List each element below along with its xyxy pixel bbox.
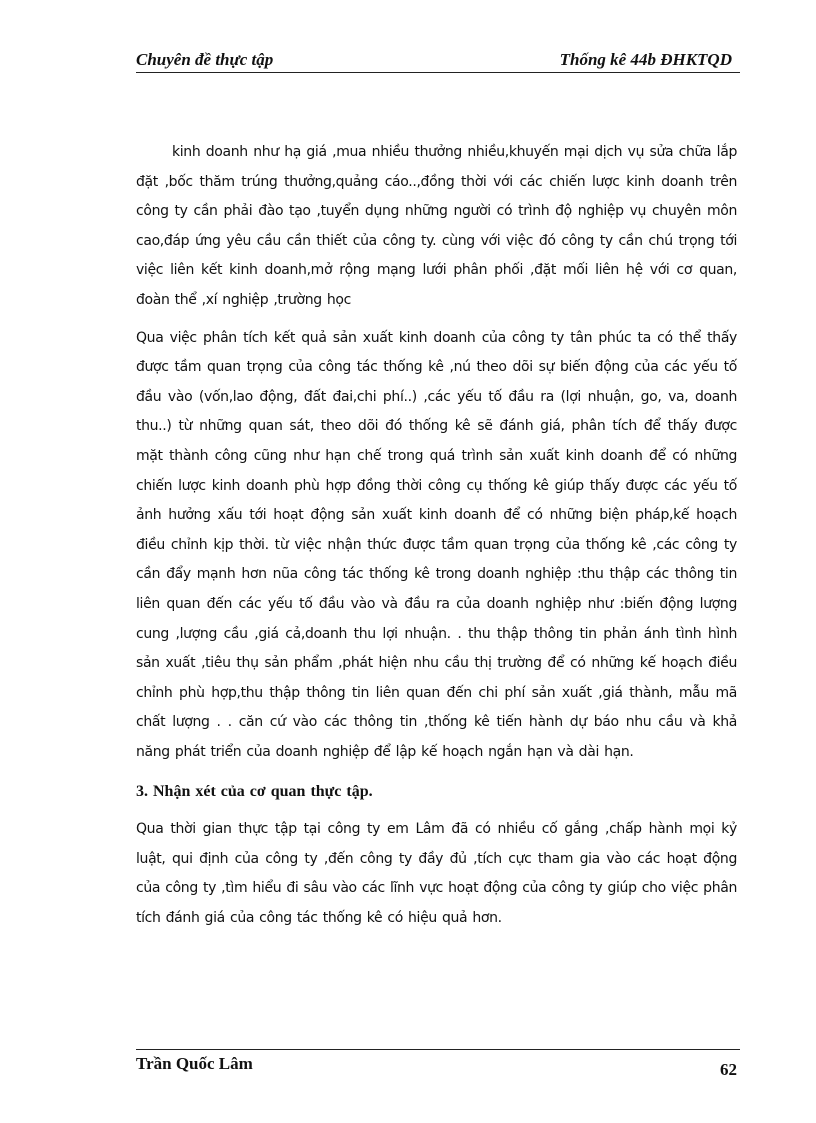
footer-author: Trần Quốc Lâm [136, 1054, 253, 1073]
paragraph-1: kinh doanh như hạ giá ,mua nhiều thưởng nhiều,khuyến mại dịch vụ sửa chữa lắp đặt ,bốc thăm trúng thưởng,quảng cáo..,đồng thời với các chiến lược kinh doanh trên công ty cần phải đào tạo ,tuyển dụng những người có trình độ nghiệp vụ chuyên môn cao,đáp ứng yêu cầu cần thiết của công ty. cùng với việc đó công ty cần chú trọng tới việc liên kết kinh doanh,mở rộng mạng lưới phân phối ,đặt mối liên hệ với cơ quan, đoàn thể ,xí nghiệp ,trường học [136, 144, 737, 308]
header-right-title: Thống kê 44b ĐHKTQD [559, 50, 732, 69]
paragraph-2: Qua việc phân tích kết quả sản xuất kinh doanh của công ty tân phúc ta có thể thấy được tầm quan trọng của công tác thống kê ,nú theo dõi sự biến động của các yếu tố đầu vào (vốn,lao động, đất đai,chi phí..) ,các yếu tố đầu ra (lợi nhuận, go, va, doanh thu..) từ những quan sát, theo dõi đó thống kê sẽ đánh giá, phân tích để thấy được mặt thành công cũng như hạn chế trong quá trình sản xuất kinh doanh để có những chiến lược kinh doanh phù hợp đồng thời công cụ thống kê giúp thấy được các yếu tố ảnh hưởng xấu tới hoạt động sản xuất kinh doanh để có những biện pháp,kế hoạch điều chỉnh kịp thời. từ việc nhận thức được tầm quan trọng của thống kê ,các công ty cần đẩy mạnh hơn nũa công tác thống kê trong doanh nghiệp :thu thập các thông tin liên quan đến các yếu tố đầu vào và đầu ra của doanh nghiệp như :biến động lượng cung ,lượng cầu ,giá cả,doanh thu lợi nhuận. . thu thập thông tin phản ánh tình hình sản xuất ,tiêu thụ sản phẩm ,phát hiện nhu cầu thị trường để có những kế hoạch điều chỉnh phù hợp,thu thập thông tin liên quan đến chi phí sản xuất ,giá thành, mẫu mã chất lượng . . căn cứ vào các thông tin ,thống kê tiến hành dự báo nhu cầu và khả năng phát triển của doanh nghiệp để lập kế hoạch ngắn hạn và dài hạn. [136, 329, 737, 760]
page-footer [136, 1049, 740, 1079]
paragraph-3: Qua thời gian thực tập tại công ty em Lâm đã có nhiều cố gắng ,chấp hành mọi kỷ luật, qui định của công ty ,đến công ty đầy đủ ,tích cực tham gia vào các hoạt động của công ty ,tìm hiểu đi sâu vào các lĩnh vực hoạt động của công ty giúp cho việc phân tích đánh giá của công tác thống kê có hiệu quả hơn. [136, 821, 737, 926]
page-body [136, 138, 737, 933]
page-number: 62 [720, 1060, 737, 1079]
section-heading: 3. Nhận xét của cơ quan thực tập. [136, 783, 373, 801]
page-header [136, 48, 740, 73]
header-left-title: Chuyên đề thực tập [136, 50, 274, 69]
